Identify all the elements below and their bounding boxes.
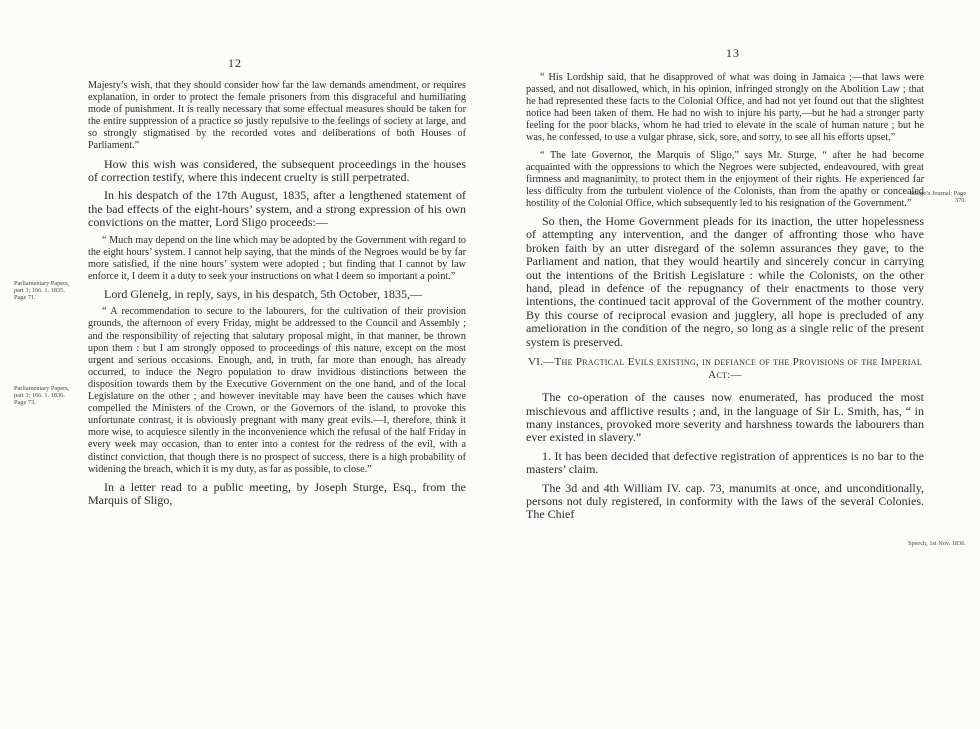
paragraph-11: The co-operation of the causes now enumerated, has produced the most mischievous and afflictive results ; and, in the language of Sir L. Smith, has, “ in many instances, provoked more severity and harshness towards the labourers than ever existed in slavery.” (526, 390, 924, 445)
left-page-number: 12 (228, 56, 242, 70)
paragraph-9: “ The late Governor, the Marquis of Sligo,” says Mr. Sturge, “ after he had become acquainted with the oppressions to which the Negroes were subjected, endeavoured, with great firmness and magnanimity, to protect them in the enjoyment of their rights. He experienced far less difficulty from the turbulent violence of the Colonists, than from the apathy or concealed hostility of the Colonial Office, which subsequently led to his resignation of the Government.” (526, 149, 924, 209)
paragraph-5: Lord Glenelg, in reply, says, in his despatch, 5th October, 1835,— (104, 286, 423, 301)
paragraph-10: So then, the Home Government pleads for its inaction, the utter hopelessness of attempting any intervention, and the danger of affronting those who have broken faith by an utter disregard of the solemn assurances they gave, to the Parliament and nation, that they would heartily and sincerely concur in carrying out the intentions of the British Legislature : while the Colonists, on the other hand, plead in defence of the repugnancy of their enactments to those very intentions, the continued tacit approval of the Government of the mother country. By this course of reciprocal evasion and jugglery, all hope is precluded of any amelioration in the condition of the negro, so long as a single relic of the present system is preserved. (526, 214, 924, 349)
paragraph-8: “ His Lordship said, that he disapproved of what was doing in Jamaica ;—that laws were passed, and not disallowed, which, in his opinion, infringed strongly on the Abolition Law ; that he had represented these facts to the Colonial Office, and had not yet found out that the slightest notice had been taken of them. He had no wish to injure his party,—but he had a stronger party feeling for the poor blacks, whom he had tried to elevate in the scale of human nature ; but he was, he confessed, to use a vulgar phrase, sick, sore, and sorry, to see all his efforts upset.” (526, 72, 924, 144)
right-page-number: 13 (726, 46, 740, 60)
sidenote-parliamentary-1836: Parliamentary Papers, part 3; 166. 1. 1836. Page 73. (14, 385, 70, 407)
sidenote-speech: Speech, 1st Nov. 1836. (907, 540, 966, 547)
sidenote-sturges-journal: Sturge’s Journal: Page 370. (909, 190, 966, 205)
paragraph-2: How this wish was considered, the subsequent proceedings in the houses of correction testify, where this indecent cruelty is still perpetrated. (88, 156, 466, 184)
paragraph-1: Majesty’s wish, that they should consider how far the law demands amendment, or requires explanation, in order to protect the female prisoners from this disgraceful and humiliating mode of punishment. It is really necessary that some effectual measures should be taken for the entire suppression of a practice so justly repulsive to the feelings of society at large, and so strongly stigmatised by the recorded votes and deliberations of both Houses of Parliament.” (88, 80, 466, 152)
paragraph-4: “ Much may depend on the line which may be adopted by the Government with regard to the eight hours’ system. I cannot help saying, that the minds of the Negroes would be by far more satisfied, if the nine hours’ system were adopted ; but finding that I cannot by law enforce it, I deem it a duty to seek your instructions on what I deem so important a point.” (88, 234, 466, 282)
left-text-column (88, 80, 466, 513)
paragraph-6: “ A recommendation to secure to the labourers, for the cultivation of their provision grounds, the afternoon of every Friday, might be addressed to the Council and Assembly ; and the responsibility of rejecting that salutary proposal might, in that manner, be thrown upon them : but I am strongly opposed to proceedings of this nature, except on the most urgent and serious occasions. Enough, and, in truth, far more than enough, has already occurred, to induce the Negro population to draw invidious distinctions between the disposition towards them by the Executive Government on the one hand, and of the local Legislature on the other ; and however inevitable may have been the causes which have compelled the Ministers of the Crown, or the Governors of the island, to provoke this unfortunate contrast, it is obviously pregnant with many great evils.—I, therefore, think it more wise, to acquiesce silently in the inconvenience which the refusal of the half Friday in every week may occasion, than to enter into a contest for the redress of the evil, with a distinct conviction, that though there is no prospect of success, there is a high probability of widening the breach, which it is my duty, as far as possible, to close.” (88, 306, 466, 475)
paragraph-12: 1. It has been decided that defective registration of apprentices is no bar to the masters’ claim. (526, 448, 924, 477)
paragraph-13: The 3d and 4th William IV. cap. 73, manumits at once, and unconditionally, persons not duly registered, in conformity with the laws of the several Colonies. The Chief (526, 480, 924, 522)
paragraph-7: In a letter read to a public meeting, by Joseph Sturge, Esq., from the Marquis of Sligo, (88, 479, 466, 508)
right-page (490, 0, 980, 729)
sidenote-parliamentary-1835: Parliamentary Papers, part 3; 166. 1. 1835. Page 71. (14, 280, 70, 302)
section-heading: VI.—The Practical Evils existing, in defiance of the Provisions of the Imperial Act:— (527, 356, 923, 382)
paragraph-3: In his despatch of the 17th August, 1835, after a lengthened statement of the bad effects of the eight-hours’ system, and a strong expression of his own convictions on the matter, Lord Sligo proceeds:— (88, 188, 466, 230)
right-text-column (526, 72, 924, 527)
